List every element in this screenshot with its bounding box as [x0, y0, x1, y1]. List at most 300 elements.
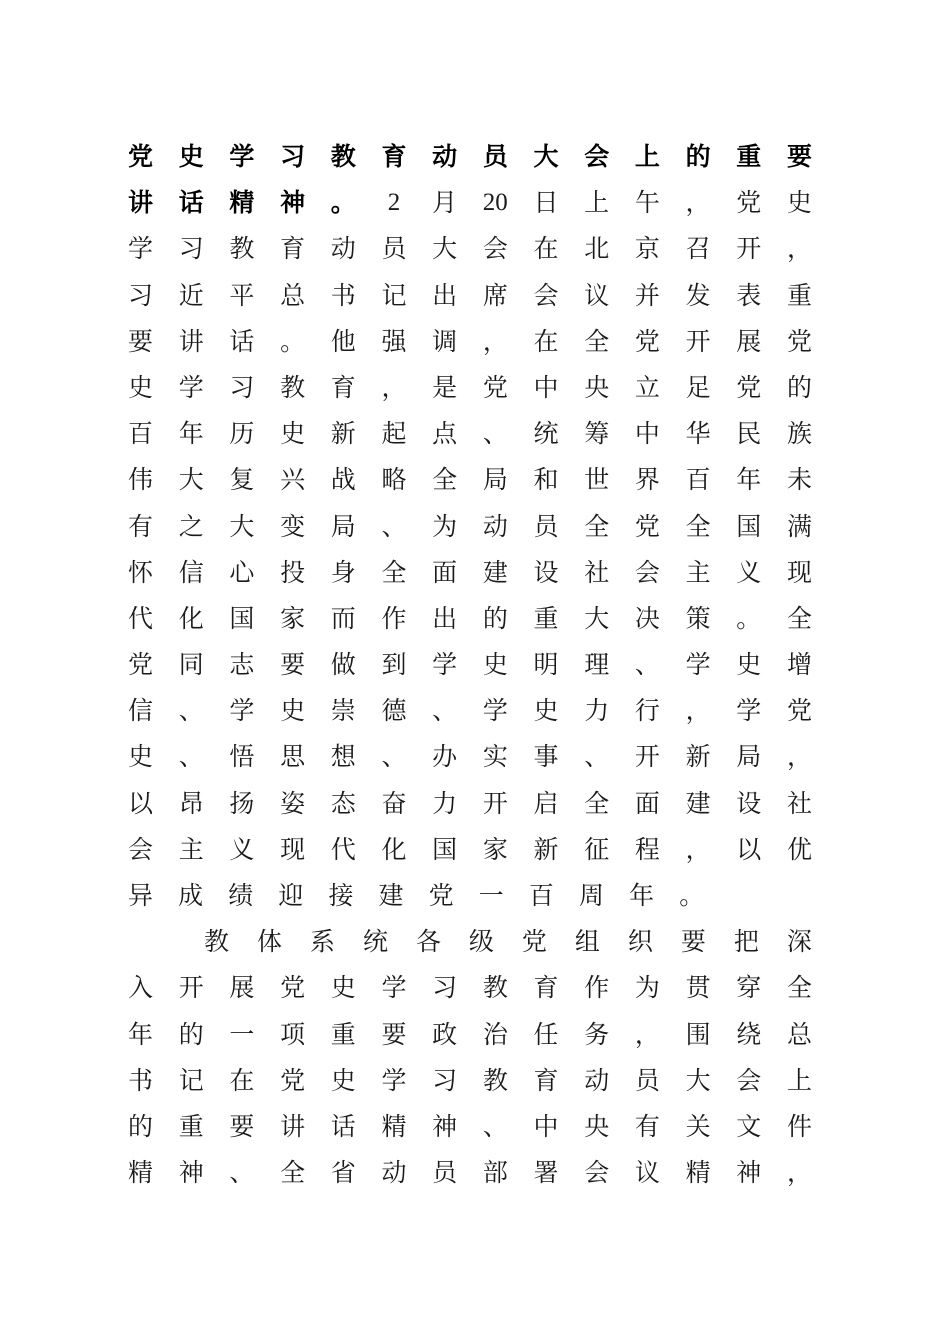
- text-char: 义: [736, 557, 762, 587]
- text-char: 国: [736, 511, 762, 541]
- text-char: 教: [280, 372, 306, 402]
- text-char: 作: [381, 603, 407, 633]
- text-line: [128, 1012, 812, 1058]
- text-char: 复: [229, 465, 255, 495]
- text-char: 文: [736, 1111, 762, 1141]
- text-char: ，: [786, 1158, 812, 1188]
- text-char: 学: [229, 696, 255, 726]
- text-char: 北: [584, 234, 610, 264]
- text-char: 育: [533, 973, 559, 1003]
- text-char: 以: [736, 834, 762, 864]
- text-char: 统: [533, 419, 559, 449]
- text-char: 习: [280, 142, 306, 171]
- text-char: 设: [736, 788, 762, 818]
- text-char: 德: [381, 696, 407, 726]
- text-char: 史: [330, 973, 356, 1003]
- text-char: 教: [482, 1065, 508, 1095]
- text-char: 世: [584, 465, 610, 495]
- text-char: 史: [533, 696, 559, 726]
- text-char: 想: [330, 742, 356, 772]
- text-char: 迎: [278, 881, 304, 910]
- text-char: 精: [685, 1158, 711, 1188]
- text-char: 开: [482, 788, 508, 818]
- text-char: 优: [786, 834, 812, 864]
- text-char: 要: [229, 1111, 255, 1141]
- text-char: 任: [533, 1019, 559, 1049]
- text-char: 习: [432, 1065, 458, 1095]
- text-char: 史: [280, 696, 306, 726]
- text-char: 开: [634, 742, 660, 772]
- text-char: 大: [584, 603, 610, 633]
- text-char: ，: [685, 696, 711, 726]
- text-char: 部: [482, 1158, 508, 1188]
- text-line: [128, 688, 812, 734]
- text-line: [128, 1058, 812, 1104]
- text-char: 中: [533, 372, 559, 402]
- text-char: 党: [280, 973, 306, 1003]
- text-char: 。: [736, 603, 762, 633]
- text-line: [128, 319, 812, 365]
- text-char: 面: [432, 557, 458, 587]
- text-char: 、: [178, 696, 204, 726]
- text-char: 身: [330, 557, 356, 587]
- text-char: 党: [521, 927, 547, 957]
- text-char: 伟: [128, 465, 154, 495]
- text-line: [128, 180, 812, 226]
- text-char: 史: [786, 188, 812, 218]
- text-char: 史: [280, 419, 306, 449]
- text-char: 把: [733, 927, 759, 957]
- text-char: 重: [533, 603, 559, 633]
- text-char: 重: [330, 1019, 356, 1049]
- text-char: 到: [381, 650, 407, 680]
- text-char: 话: [178, 188, 204, 218]
- text-char: 建: [482, 557, 508, 587]
- text-char: 立: [634, 372, 660, 402]
- text-char: 项: [280, 1019, 306, 1049]
- text-char: 全: [381, 557, 407, 587]
- text-char: 育: [330, 372, 356, 402]
- text-char: 力: [432, 788, 458, 818]
- text-char: 局: [482, 465, 508, 495]
- text-char: 政: [432, 1019, 458, 1049]
- text-char: 开: [736, 234, 762, 264]
- text-char: 他: [330, 326, 356, 356]
- text-char: 以: [128, 788, 154, 818]
- text-char: 家: [482, 834, 508, 864]
- text-char: 悟: [229, 742, 255, 772]
- text-char: 全: [685, 511, 711, 541]
- text-char: 教: [229, 234, 255, 264]
- text-char: 统: [362, 927, 388, 957]
- text-char: 织: [627, 927, 653, 957]
- text-char: 全: [786, 973, 812, 1003]
- text-char: 作: [584, 973, 610, 1003]
- text-char: 点: [432, 419, 458, 449]
- text-char: 动: [381, 1158, 407, 1188]
- text-char: 社: [584, 557, 610, 587]
- text-line: [128, 734, 812, 780]
- text-char: 史: [482, 650, 508, 680]
- text-line: [128, 550, 812, 596]
- text-char: 事: [533, 742, 559, 772]
- text-line: [128, 134, 812, 180]
- text-char: 记: [381, 280, 407, 310]
- text-char: 筹: [584, 419, 610, 449]
- text-line: [128, 504, 812, 550]
- text-char: 动: [330, 234, 356, 264]
- text-char: 主: [685, 557, 711, 587]
- text-char: 、: [229, 1158, 255, 1188]
- text-char: 国: [432, 834, 458, 864]
- text-char: 动: [584, 1065, 610, 1095]
- text-char: 重: [178, 1111, 204, 1141]
- text-char: 员: [482, 142, 508, 171]
- text-char: 强: [381, 326, 407, 356]
- text-char: 局: [736, 742, 762, 772]
- text-char: 一: [478, 881, 504, 910]
- text-char: 讲: [128, 188, 154, 218]
- text-char: 家: [280, 603, 306, 633]
- text-char: 省: [330, 1158, 356, 1188]
- text-char: 月: [432, 188, 458, 218]
- text-char: 化: [381, 834, 407, 864]
- text-char: 大: [229, 511, 255, 541]
- text-char: 平: [229, 280, 255, 310]
- text-char: 穿: [736, 973, 762, 1003]
- text-char: 新: [685, 742, 711, 772]
- text-char: 开: [178, 973, 204, 1003]
- text-char: 学: [685, 650, 711, 680]
- text-char: 习: [229, 372, 255, 402]
- text-char: 全: [786, 603, 812, 633]
- text-char: 党: [786, 696, 812, 726]
- text-char: 异: [128, 881, 154, 910]
- text-char: 党: [786, 326, 812, 356]
- text-char: 程: [634, 834, 660, 864]
- text-char: 围: [685, 1019, 711, 1049]
- text-char: 入: [128, 973, 154, 1003]
- text-char: 史: [736, 650, 762, 680]
- text-char: 全: [584, 788, 610, 818]
- text-char: 会: [482, 234, 508, 264]
- text-char: 上: [634, 142, 660, 171]
- text-char: 书: [330, 280, 356, 310]
- text-char: 同: [178, 650, 204, 680]
- text-char: 员: [533, 511, 559, 541]
- text-char: 全: [432, 465, 458, 495]
- text-char: 话: [330, 1111, 356, 1141]
- text-char: 调: [432, 326, 458, 356]
- text-char: 要: [786, 142, 812, 171]
- text-char: 育: [381, 142, 407, 171]
- text-char: 上: [786, 1065, 812, 1095]
- text-char: 史: [330, 1065, 356, 1095]
- text-char: 神: [178, 1158, 204, 1188]
- text-char: 成: [178, 881, 204, 910]
- text-line: [128, 1150, 812, 1196]
- text-char: 中: [634, 419, 660, 449]
- text-char: 建: [685, 788, 711, 818]
- text-char: 大: [178, 465, 204, 495]
- text-char: 奋: [381, 788, 407, 818]
- text-char: 习: [128, 280, 154, 310]
- text-char: 并: [634, 280, 660, 310]
- text-line: [128, 365, 812, 411]
- text-char: 昂: [178, 788, 204, 818]
- text-char: 办: [432, 742, 458, 772]
- text-char: 年: [128, 1019, 154, 1049]
- text-char: 启: [533, 788, 559, 818]
- text-char: 的: [128, 1111, 154, 1141]
- text-char: 要: [128, 326, 154, 356]
- text-char: 精: [128, 1158, 154, 1188]
- text-char: 有: [634, 1111, 660, 1141]
- text-char: 百: [128, 419, 154, 449]
- text-char: 华: [685, 419, 711, 449]
- text-char: 党: [736, 372, 762, 402]
- text-char: 而: [330, 603, 356, 633]
- text-char: 中: [533, 1111, 559, 1141]
- text-char: 会: [736, 1065, 762, 1095]
- text-char: 出: [432, 603, 458, 633]
- text-char: 接: [328, 881, 354, 910]
- text-char: 20: [482, 189, 508, 217]
- text-line: [128, 827, 812, 873]
- text-char: 记: [178, 1065, 204, 1095]
- text-char: ，: [685, 834, 711, 864]
- text-char: 力: [584, 696, 610, 726]
- text-char: 总: [280, 280, 306, 310]
- text-char: 社: [786, 788, 812, 818]
- text-char: 的: [685, 142, 711, 171]
- text-char: 、: [381, 742, 407, 772]
- text-char: 姿: [280, 788, 306, 818]
- text-char: 投: [280, 557, 306, 587]
- text-line: [128, 596, 812, 642]
- text-char: 心: [229, 557, 255, 587]
- text-char: 战: [330, 465, 356, 495]
- text-char: 系: [309, 927, 335, 957]
- text-char: 、: [584, 742, 610, 772]
- text-char: 神: [280, 188, 306, 218]
- text-char: 为: [634, 973, 660, 1003]
- text-char: 讲: [178, 326, 204, 356]
- text-char: 一: [229, 1019, 255, 1049]
- text-char: 的: [178, 1019, 204, 1049]
- text-char: 各: [415, 927, 441, 957]
- text-char: 兴: [280, 465, 306, 495]
- text-char: 育: [533, 1065, 559, 1095]
- text-char: 史: [178, 142, 204, 171]
- text-line: [128, 873, 812, 919]
- text-char: 要: [381, 1019, 407, 1049]
- text-char: 央: [584, 372, 610, 402]
- text-char: 习: [432, 973, 458, 1003]
- text-char: 族: [786, 419, 812, 449]
- text-char: 局: [330, 511, 356, 541]
- text-line: [128, 642, 812, 688]
- text-char: 、: [381, 511, 407, 541]
- text-char: ，: [482, 326, 508, 356]
- text-char: 学: [178, 372, 204, 402]
- text-char: 史: [128, 372, 154, 402]
- text-char: ，: [685, 188, 711, 218]
- text-char: 件: [786, 1111, 812, 1141]
- text-char: 会: [584, 1158, 610, 1188]
- text-char: 界: [634, 465, 660, 495]
- text-char: 。: [330, 188, 356, 218]
- text-char: 议: [634, 1158, 660, 1188]
- text-char: 新: [533, 834, 559, 864]
- text-char: 历: [229, 419, 255, 449]
- text-char: 学: [229, 142, 255, 171]
- text-char: 议: [584, 280, 610, 310]
- text-char: 做: [330, 650, 356, 680]
- text-line: [128, 411, 812, 457]
- text-char: 代: [330, 834, 356, 864]
- text-char: 党: [634, 511, 660, 541]
- text-char: 体: [256, 927, 282, 957]
- text-char: 义: [229, 834, 255, 864]
- text-char: 态: [330, 788, 356, 818]
- text-char: 发: [685, 280, 711, 310]
- text-char: 建: [378, 881, 404, 910]
- text-char: 教: [330, 142, 356, 171]
- text-char: 主: [178, 834, 204, 864]
- text-char: 动: [432, 142, 458, 171]
- text-char: 员: [381, 234, 407, 264]
- text-char: 午: [634, 188, 660, 218]
- text-char: 教: [482, 973, 508, 1003]
- text-char: 、: [482, 419, 508, 449]
- text-char: 治: [482, 1019, 508, 1049]
- text-char: 。: [280, 326, 306, 356]
- text-char: 学: [128, 234, 154, 264]
- text-char: 代: [128, 603, 154, 633]
- text-char: 全: [280, 1158, 306, 1188]
- text-char: 、: [482, 1111, 508, 1141]
- text-char: 、: [178, 742, 204, 772]
- text-char: 。: [679, 881, 705, 910]
- text-char: 要: [280, 650, 306, 680]
- text-char: 绕: [736, 1019, 762, 1049]
- text-char: 2: [387, 189, 401, 217]
- text-char: 党: [128, 142, 154, 171]
- text-char: 话: [229, 326, 255, 356]
- text-char: 志: [229, 650, 255, 680]
- text-char: 面: [634, 788, 660, 818]
- body-text: [128, 134, 812, 1196]
- text-char: 组: [574, 927, 600, 957]
- text-char: 书: [128, 1065, 154, 1095]
- text-char: 民: [736, 419, 762, 449]
- text-char: 实: [482, 742, 508, 772]
- text-char: 大: [533, 142, 559, 171]
- text-char: 、: [634, 650, 660, 680]
- text-char: 明: [533, 650, 559, 680]
- text-char: 教: [204, 927, 230, 957]
- text-char: 员: [634, 1065, 660, 1095]
- text-line: [128, 457, 812, 503]
- text-char: 是: [432, 372, 458, 402]
- text-char: 署: [533, 1158, 559, 1188]
- text-char: 务: [584, 1019, 610, 1049]
- text-char: 现: [786, 557, 812, 587]
- text-char: 化: [178, 603, 204, 633]
- text-char: 设: [533, 557, 559, 587]
- text-char: 百: [685, 465, 711, 495]
- text-char: 关: [685, 1111, 711, 1141]
- text-char: 理: [584, 650, 610, 680]
- text-char: 展: [229, 973, 255, 1003]
- text-char: 和: [533, 465, 559, 495]
- text-char: 为: [432, 511, 458, 541]
- text-char: 年: [178, 419, 204, 449]
- text-char: 深: [786, 927, 812, 957]
- text-char: 学: [736, 696, 762, 726]
- text-char: 会: [128, 834, 154, 864]
- text-char: 京: [634, 234, 660, 264]
- text-char: 绩: [228, 881, 254, 910]
- text-line: [128, 781, 812, 827]
- text-char: 周: [578, 881, 604, 910]
- text-line: [128, 1104, 812, 1150]
- text-char: 席: [482, 280, 508, 310]
- text-char: 扬: [229, 788, 255, 818]
- text-char: 党: [280, 1065, 306, 1095]
- text-char: 学: [482, 696, 508, 726]
- text-char: 展: [736, 326, 762, 356]
- text-char: 满: [786, 511, 812, 541]
- text-char: 近: [178, 280, 204, 310]
- text-char: 会: [584, 142, 610, 171]
- text-char: 员: [432, 1158, 458, 1188]
- text-char: 年: [736, 465, 762, 495]
- text-char: 央: [584, 1111, 610, 1141]
- text-char: 现: [280, 834, 306, 864]
- text-char: 党: [736, 188, 762, 218]
- text-line: [128, 273, 812, 319]
- text-char: 精: [381, 1111, 407, 1141]
- text-char: 党: [428, 881, 454, 910]
- text-line: [128, 226, 812, 272]
- text-char: 学: [381, 973, 407, 1003]
- text-char: 大: [432, 234, 458, 264]
- text-char: 新: [330, 419, 356, 449]
- text-char: 略: [381, 465, 407, 495]
- text-char: 学: [381, 1065, 407, 1095]
- text-char: 增: [786, 650, 812, 680]
- text-char: 未: [786, 465, 812, 495]
- text-line: [128, 965, 812, 1011]
- text-char: 在: [533, 326, 559, 356]
- text-char: 的: [786, 372, 812, 402]
- text-char: 全: [584, 511, 610, 541]
- text-char: 级: [468, 927, 494, 957]
- text-char: 表: [736, 280, 762, 310]
- text-char: 总: [786, 1019, 812, 1049]
- text-char: 要: [680, 927, 706, 957]
- text-char: 学: [432, 650, 458, 680]
- text-char: ，: [634, 1019, 660, 1049]
- text-char: 召: [685, 234, 711, 264]
- text-char: 出: [432, 280, 458, 310]
- text-char: 动: [482, 511, 508, 541]
- text-char: 育: [280, 234, 306, 264]
- text-char: 信: [178, 557, 204, 587]
- text-char: ，: [786, 742, 812, 772]
